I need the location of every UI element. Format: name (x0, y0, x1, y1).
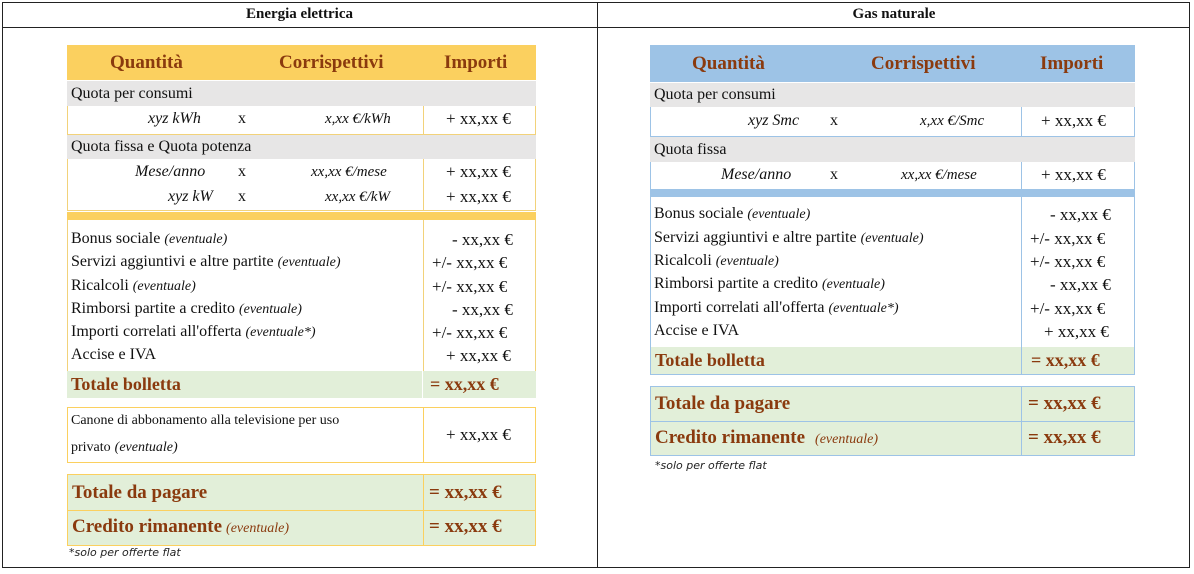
gas-item-amount: - xx,xx € (1050, 275, 1111, 294)
item-note: (eventuale) (277, 255, 341, 270)
gas-footnote: *solo per offerte flat (655, 459, 767, 472)
electric-footnote: *solo per offerte flat (69, 546, 181, 559)
item-note: (eventuale) (132, 279, 196, 294)
item-note: (eventuale) (860, 231, 924, 246)
gas-consumi-qty: xyz Smc (748, 112, 800, 129)
electric-credito-amount: = xx,xx € (429, 516, 502, 537)
electric-potenza-rate: xx,xx €/kW (325, 189, 390, 205)
item-note: (eventuale) (715, 254, 779, 269)
item-note: (eventuale) (238, 302, 302, 317)
gas-item-amount: +/- xx,xx € (1030, 299, 1106, 318)
electric-consumi-amount: + xx,xx € (446, 109, 511, 128)
electric-potenza-qty: xyz kW (168, 188, 213, 205)
electric-credito-note: (eventuale) (226, 521, 290, 536)
electric-item-row (71, 300, 302, 318)
column-divider (597, 2, 598, 568)
gas-item-row (654, 252, 779, 270)
gas-item-row (654, 205, 810, 223)
electric-item-row (71, 277, 196, 295)
header-rule (2, 27, 1190, 28)
gas-credito-row (655, 427, 878, 449)
electric-credito-row (72, 516, 289, 538)
gas-fissa-x: x (830, 166, 838, 183)
gas-consumi-line (650, 107, 1135, 137)
gas-consumi-amount: + xx,xx € (1041, 111, 1106, 130)
gas-totale-pagare-label: Totale da pagare (655, 393, 791, 414)
electric-potenza-x: x (238, 188, 246, 205)
electric-item-amount: +/- xx,xx € (432, 253, 508, 272)
electric-item-amount: + xx,xx € (446, 346, 511, 365)
gas-item-row (654, 299, 898, 317)
header-corrispettivi: Corrispettivi (279, 52, 384, 73)
item-note: (eventuale) (164, 232, 228, 247)
electric-quota-fissa-row (67, 135, 536, 159)
electric-consumi-qty: xyz kWh (148, 110, 201, 127)
electric-fissa-x: x (238, 163, 246, 180)
electric-accent-band (67, 212, 536, 220)
gas-item-row (654, 229, 924, 247)
electric-consumi-x: x (238, 110, 246, 127)
gas-credito-label: Credito rimanente (655, 427, 806, 448)
gas-accent-band (650, 190, 1135, 197)
electric-item-amount: +/- xx,xx € (432, 323, 508, 342)
electric-fissa-lines (67, 159, 536, 211)
electric-item-row (71, 230, 227, 248)
gas-item-row (654, 322, 739, 340)
gas-quota-consumi-label: Quota per consumi (654, 86, 776, 103)
electric-item-row (71, 323, 315, 341)
gas-fissa-qty: Mese/anno (721, 166, 792, 183)
gas-totale-pagare-amount: = xx,xx € (1028, 393, 1101, 414)
electric-potenza-amount: + xx,xx € (446, 187, 511, 206)
gas-quota-fissa-row (650, 137, 1135, 162)
gas-column-title: Gas naturale (852, 6, 936, 22)
gas-totale-bolletta-amount: = xx,xx € (1031, 350, 1100, 370)
gas-header-band (650, 45, 1135, 82)
header-quantita: Quantità (692, 53, 765, 74)
electric-totale-bolletta-amount: = xx,xx € (430, 374, 499, 394)
item-label: Importi correlati all'offerta (71, 323, 242, 340)
electric-quota-fissa-label: Quota fissa e Quota potenza (71, 138, 252, 155)
electric-quota-consumi-label: Quota per consumi (71, 85, 193, 102)
electric-item-row (71, 346, 156, 364)
item-label: Bonus sociale (71, 230, 161, 247)
gas-quota-fissa-label: Quota fissa (654, 141, 727, 158)
electric-item-amount: - xx,xx € (452, 230, 513, 249)
electric-consumi-rate: x,xx €/kWh (325, 111, 391, 127)
canone-note: (eventuale) (114, 440, 178, 455)
header-importi: Importi (1040, 53, 1104, 74)
item-label: Rimborsi partite a credito (71, 300, 235, 317)
gas-credito-note: (eventuale) (815, 432, 879, 447)
item-label: Ricalcoli (654, 252, 712, 269)
canone-amount: + xx,xx € (446, 425, 511, 444)
item-label: Accise e IVA (654, 322, 740, 339)
gas-consumi-x: x (830, 112, 838, 129)
electric-fissa-amount: + xx,xx € (446, 162, 511, 181)
gas-fissa-rate: xx,xx €/mese (901, 167, 977, 183)
gas-totale-bolletta-label: Totale bolletta (655, 350, 765, 370)
electric-item-amount: +/- xx,xx € (432, 277, 508, 296)
item-label: Bonus sociale (654, 205, 744, 222)
electric-totale-bolletta-row (67, 371, 536, 398)
gas-item-amount: + xx,xx € (1044, 322, 1109, 341)
item-note: (eventuale) (747, 207, 811, 222)
canone-line2: privato (eventuale) (71, 440, 178, 455)
header-quantita: Quantità (110, 52, 183, 73)
item-label: Importi correlati all'offerta (654, 299, 825, 316)
electric-quota-consumi-row (67, 81, 536, 106)
electric-canone-box (67, 407, 536, 463)
electric-header-band (67, 45, 536, 80)
gas-totals-box (650, 386, 1135, 456)
electric-totale-pagare-label: Totale da pagare (72, 482, 208, 503)
gas-fissa-line (650, 162, 1135, 190)
electric-item-row (71, 253, 341, 271)
gas-item-amount: - xx,xx € (1050, 205, 1111, 224)
electric-consumi-line (67, 106, 536, 135)
electric-totals-box (67, 474, 536, 546)
electric-column-title: Energia elettrica (245, 6, 354, 22)
electric-totale-pagare-amount: = xx,xx € (429, 482, 502, 503)
gas-item-amount: +/- xx,xx € (1030, 229, 1106, 248)
electric-fissa-qty: Mese/anno (135, 163, 206, 180)
header-corrispettivi: Corrispettivi (871, 53, 976, 74)
electric-fissa-rate: xx,xx €/mese (311, 164, 387, 180)
item-label: Rimborsi partite a credito (654, 275, 818, 292)
gas-item-amount: +/- xx,xx € (1030, 252, 1106, 271)
item-note: (eventuale*) (828, 301, 899, 316)
item-label: Accise e IVA (71, 346, 157, 363)
item-label: Servizi aggiuntivi e altre partite (654, 229, 857, 246)
item-note: (eventuale) (821, 277, 885, 292)
gas-consumi-rate: x,xx €/Smc (920, 113, 985, 129)
electric-totale-bolletta-label: Totale bolletta (71, 374, 181, 394)
item-label: Ricalcoli (71, 277, 129, 294)
gas-item-row (654, 275, 885, 293)
gas-quota-consumi-row (650, 83, 1135, 107)
gas-fissa-amount: + xx,xx € (1041, 165, 1106, 184)
electric-item-amount: - xx,xx € (452, 300, 513, 319)
header-importi: Importi (444, 52, 508, 73)
gas-totale-bolletta-row (650, 347, 1135, 375)
item-label: Servizi aggiuntivi e altre partite (71, 253, 274, 270)
item-note: (eventuale*) (245, 325, 316, 340)
canone-line1: Canone di abbonamento alla televisione per uso (71, 413, 340, 428)
electric-credito-label: Credito rimanente (72, 516, 223, 537)
gas-credito-amount: = xx,xx € (1028, 427, 1101, 448)
